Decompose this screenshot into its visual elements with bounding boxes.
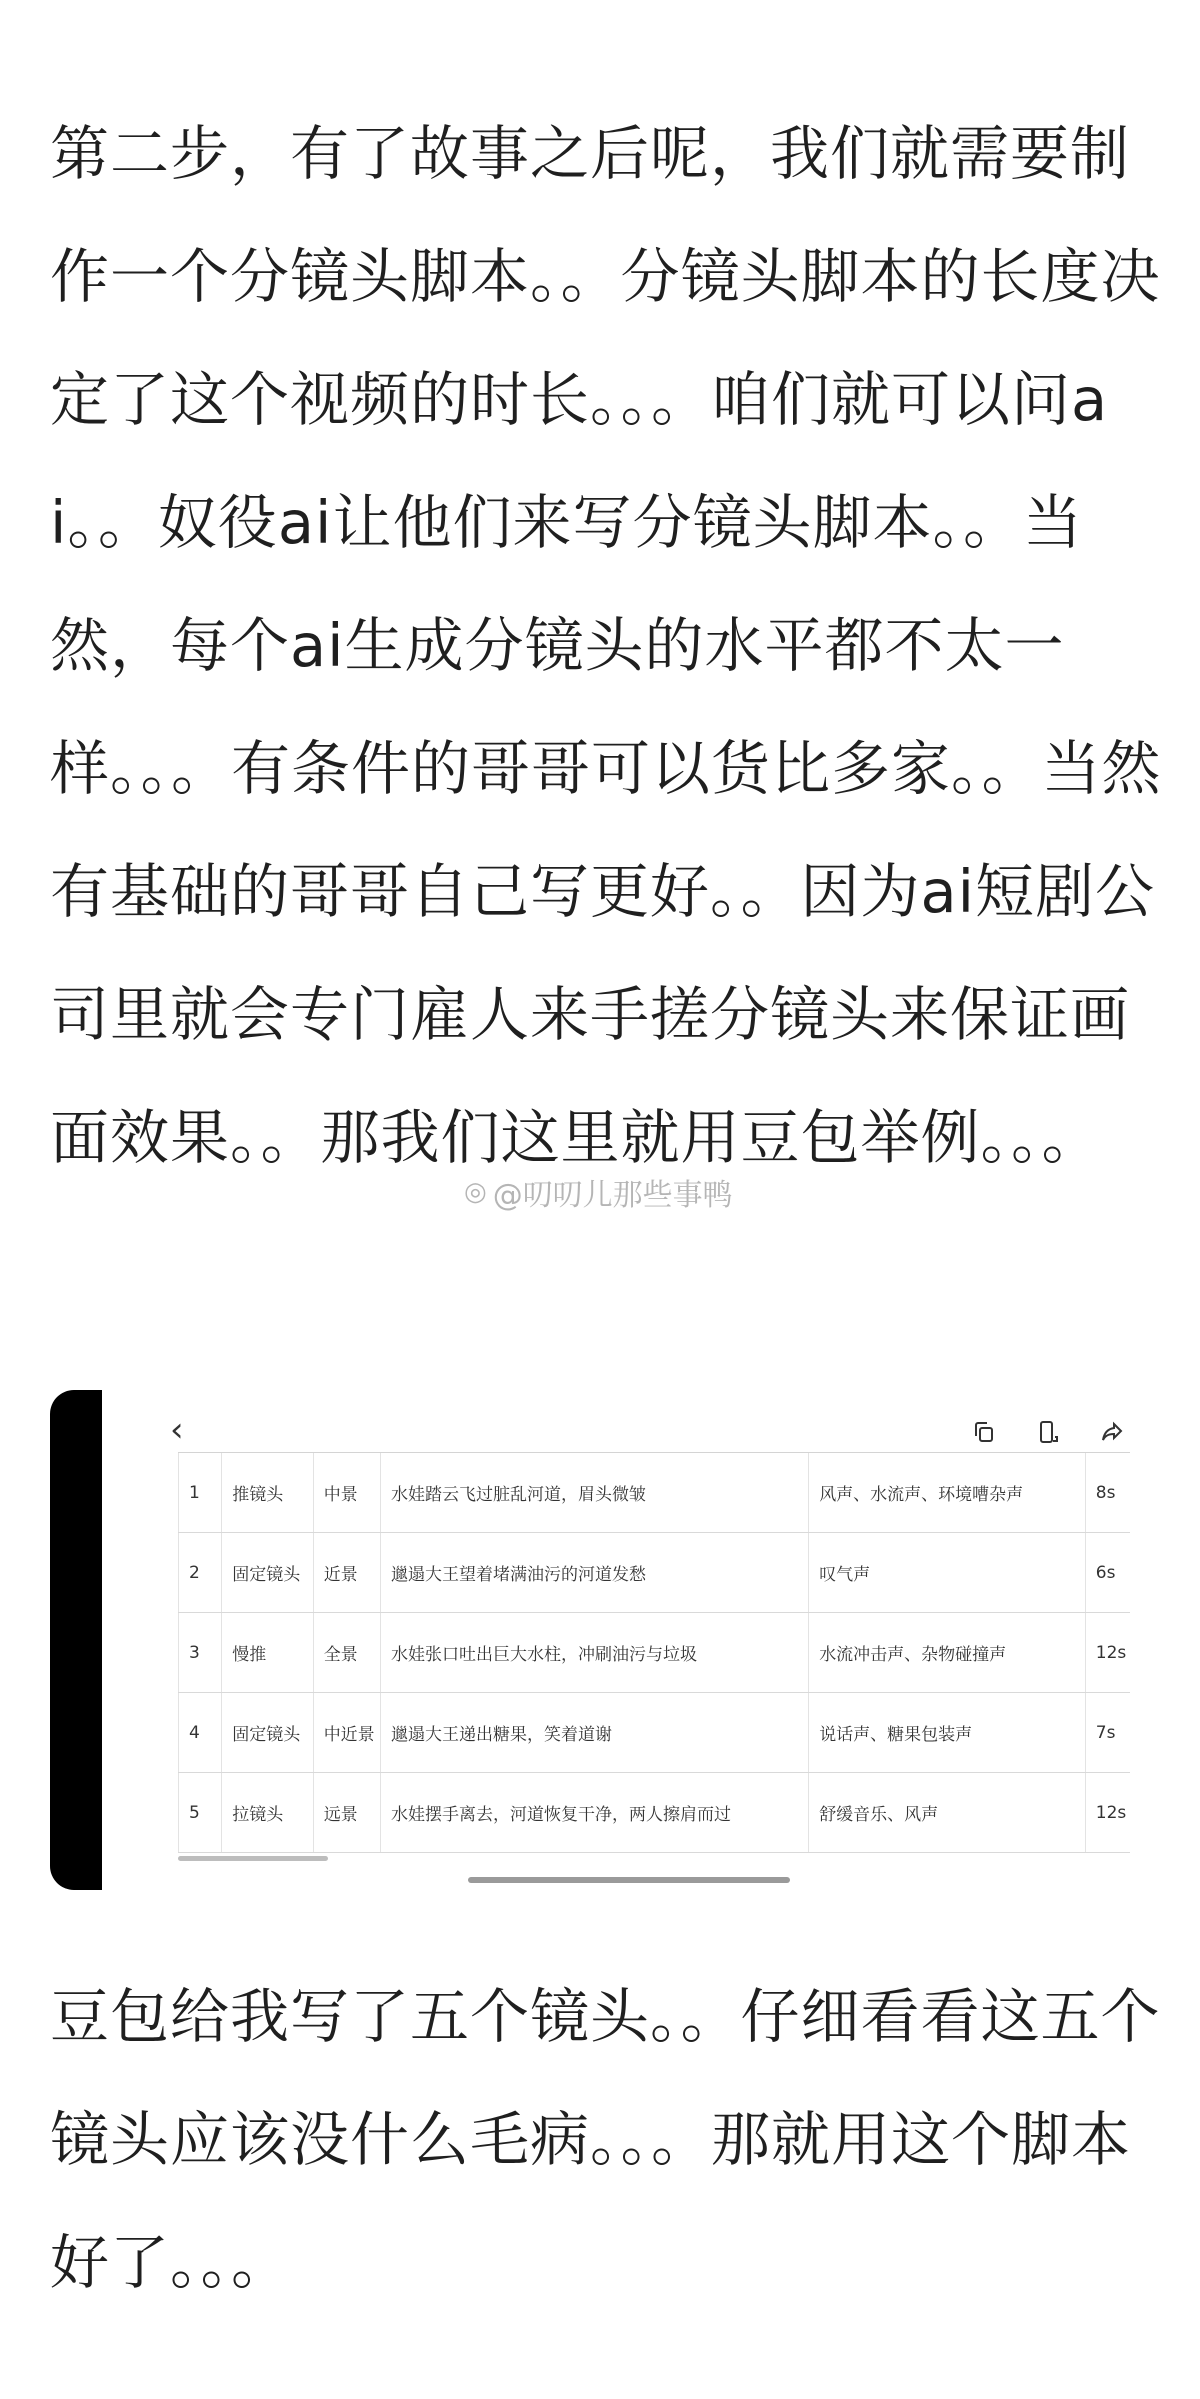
shot-sound: 叹气声 [809,1533,1086,1613]
shot-number: 4 [179,1693,222,1773]
shot-description: 邋遢大王望着堵满油污的河道发愁 [381,1533,809,1613]
shot-number: 5 [179,1773,222,1853]
watermark [464,1170,733,1214]
shot-size: 中景 [313,1453,380,1533]
share-icon[interactable] [1094,1414,1130,1450]
shot-size: 中近景 [313,1693,380,1773]
shot-sound: 舒缓音乐、风声 [809,1773,1086,1853]
post-paragraph-1: 第二步，有了故事之后呢，我们就需要制作一个分镜头脚本。。分镜头脚本的长度决定了这个视频的时长。。。咱们就可以问ai。。奴役ai让他们来写分镜头脚本。。当然，每个ai生成分镜头的水平都不太一样。。。有条件的哥哥可以货比多家。。当然有基础的哥哥自己写更好。。因为ai短剧公司里就会专门雇人来手搓分镜头来保证画面效果。。那我们这里就用豆包举例。。。 [50,119,1162,1172]
screenshot-toolbar [170,1408,1130,1454]
table-row [179,1693,1131,1773]
shot-description: 水娃张口吐出巨大水柱，冲刷油污与垃圾 [381,1613,809,1693]
shot-duration: 6s [1085,1533,1130,1613]
shot-duration: 7s [1085,1693,1130,1773]
shot-number: 3 [179,1613,222,1693]
horizontal-scrollbar[interactable] [178,1856,328,1861]
camera-move: 慢推 [222,1613,313,1693]
shot-description: 水娃踏云飞过脏乱河道，眉头微皱 [381,1453,809,1533]
shot-number: 2 [179,1533,222,1613]
camera-move: 固定镜头 [222,1533,313,1613]
shot-duration: 12s [1085,1773,1130,1853]
shot-duration: 8s [1085,1453,1130,1533]
shot-sound: 说话声、糖果包装声 [809,1693,1086,1773]
phone-icon[interactable] [1030,1414,1066,1450]
weibo-icon: ◎ [464,1177,487,1207]
table-row [179,1613,1131,1693]
watermark-text: @叨叨儿那些事鸭 [492,1178,733,1213]
home-indicator[interactable] [468,1877,790,1883]
shot-size: 近景 [313,1533,380,1613]
camera-move: 固定镜头 [222,1693,313,1773]
shot-number: 1 [179,1453,222,1533]
post-paragraph-2: 豆包给我写了五个镜头。。仔细看看这五个镜头应该没什么毛病。。。那就用这个脚本好了。。。 [50,1982,1161,2297]
camera-move: 拉镜头 [222,1773,313,1853]
copy-icon[interactable] [966,1414,1002,1450]
table-row [179,1453,1131,1533]
phone-edge [50,1390,102,1890]
camera-move: 推镜头 [222,1453,313,1533]
shot-description: 水娃摆手离去，河道恢复干净，两人擦肩而过 [381,1773,809,1853]
shot-size: 远景 [313,1773,380,1853]
shot-sound: 水流冲击声、杂物碰撞声 [809,1613,1086,1693]
shot-description: 邋遢大王递出糖果，笑着道谢 [381,1693,809,1773]
shot-duration: 12s [1085,1613,1130,1693]
chevron-left-icon[interactable]: ‹ [170,1410,184,1450]
shot-sound: 风声、水流声、环境嘈杂声 [809,1453,1086,1533]
table-row [179,1533,1131,1613]
shot-size: 全景 [313,1613,380,1693]
storyboard-table [178,1452,1130,1853]
toolbar-actions [966,1414,1130,1450]
table-row [179,1773,1131,1853]
embedded-screenshot [50,1390,1150,1890]
